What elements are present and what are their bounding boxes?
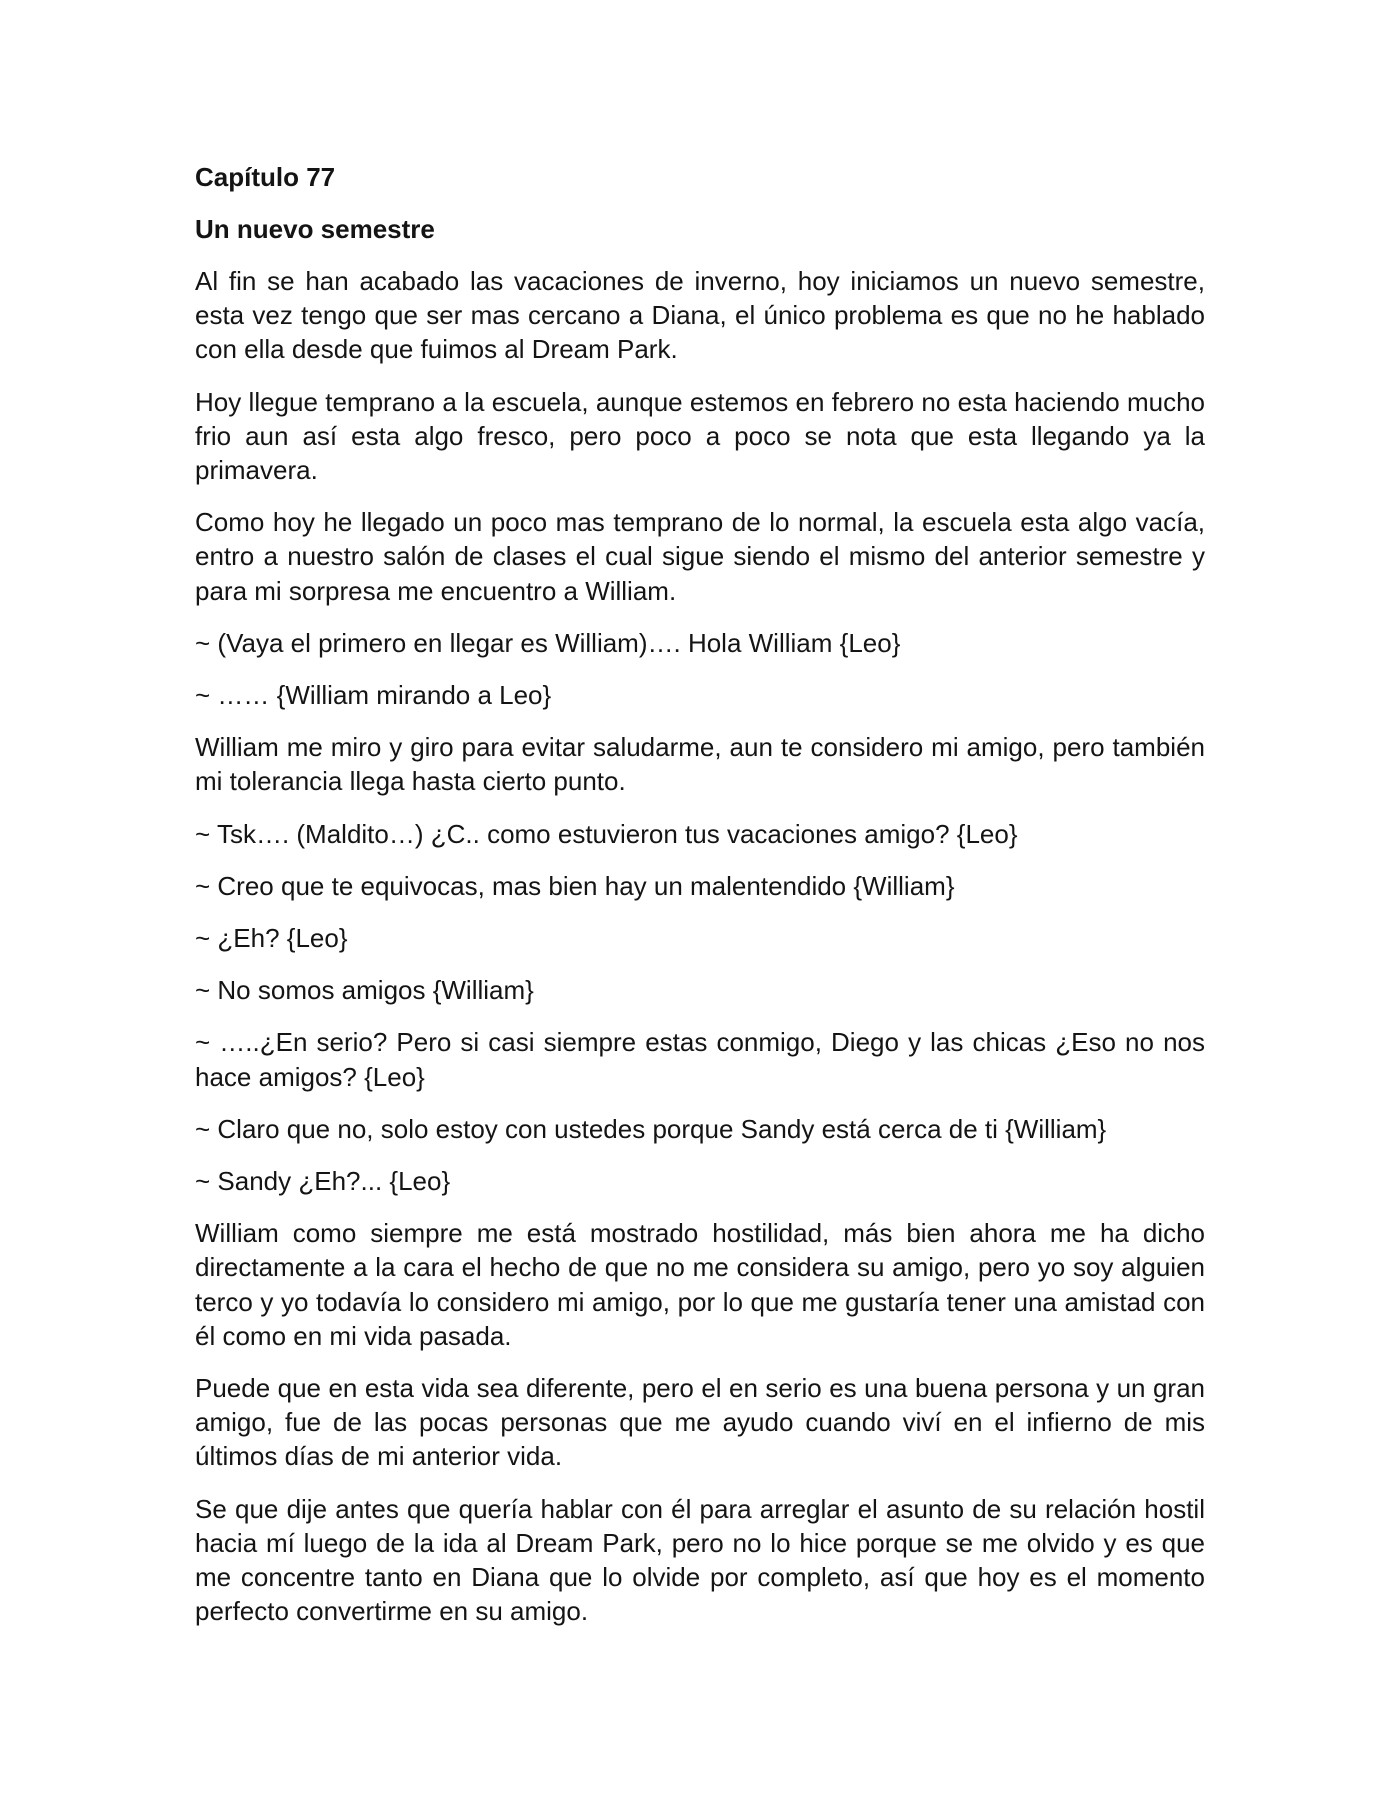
paragraph: William me miro y giro para evitar saludarme, aun te considero mi amigo, pero también mi tolerancia llega hasta cierto punto. bbox=[195, 732, 1205, 797]
paragraph: Al fin se han acabado las vacaciones de inverno, hoy iniciamos un nuevo semestre, esta vez tengo que ser mas cercano a Diana, el único problema es que no he hablado con ella desde que fuimos al Dream Park. bbox=[195, 266, 1205, 365]
chapter-number: Capítulo 77 bbox=[195, 162, 336, 192]
dialogue-line: ~ Sandy ¿Eh?... {Leo} bbox=[195, 1166, 451, 1197]
dialogue-line: ~ …..¿En serio? Pero si casi siempre estas conmigo, Diego y las chicas ¿Eso no nos hace amigos? {Leo} bbox=[195, 1027, 1205, 1092]
paragraph: Como hoy he llegado un poco mas temprano de lo normal, la escuela esta algo vacía, entro a nuestro salón de clases el cual sigue siendo el mismo del anterior semestre y para mi sorpresa me encuentro a William. bbox=[195, 507, 1205, 606]
dialogue-line: ~ Tsk…. (Maldito…) ¿C.. como estuvieron tus vacaciones amigo? {Leo} bbox=[195, 818, 1018, 849]
paragraph: Se que dije antes que quería hablar con él para arreglar el asunto de su relación hostil hacia mí luego de la ida al Dream Park, pero no lo hice porque se me olvido y es que me concentre tanto en Diana que lo olvide por completo, así que hoy es el momento perfecto convertirme en su amigo. bbox=[195, 1493, 1205, 1627]
paragraph: Puede que en esta vida sea diferente, pero el en serio es una buena persona y un gran amigo, fue de las pocas personas que me ayudo cuando viví en el infierno de mis últimos días de mi anterior vida. bbox=[195, 1373, 1205, 1472]
paragraph: Hoy llegue temprano a la escuela, aunque estemos en febrero no esta haciendo mucho frio aun así esta algo fresco, pero poco a poco se nota que esta llegando ya la primavera. bbox=[195, 386, 1205, 486]
dialogue-line: ~ No somos amigos {William} bbox=[195, 975, 534, 1006]
document-page bbox=[195, 160, 1205, 1647]
dialogue-line: ~ ¿Eh? {Leo} bbox=[195, 923, 348, 954]
dialogue-line: ~ Creo que te equivocas, mas bien hay un malentendido {William} bbox=[195, 870, 955, 901]
dialogue-line: ~ Claro que no, solo estoy con ustedes porque Sandy está cerca de ti {William} bbox=[195, 1113, 1107, 1144]
paragraph: William como siempre me está mostrado hostilidad, más bien ahora me ha dicho directamente a la cara el hecho de que no me considera su amigo, pero yo soy alguien terco y yo todavía lo considero mi amigo, por lo que me gustaría tener una amistad con él como en mi vida pasada. bbox=[195, 1218, 1205, 1351]
dialogue-line: ~ …… {William mirando a Leo} bbox=[195, 680, 552, 711]
chapter-title: Un nuevo semestre bbox=[195, 214, 435, 244]
dialogue-line: ~ (Vaya el primero en llegar es William)…. Hola William {Leo} bbox=[195, 627, 901, 658]
